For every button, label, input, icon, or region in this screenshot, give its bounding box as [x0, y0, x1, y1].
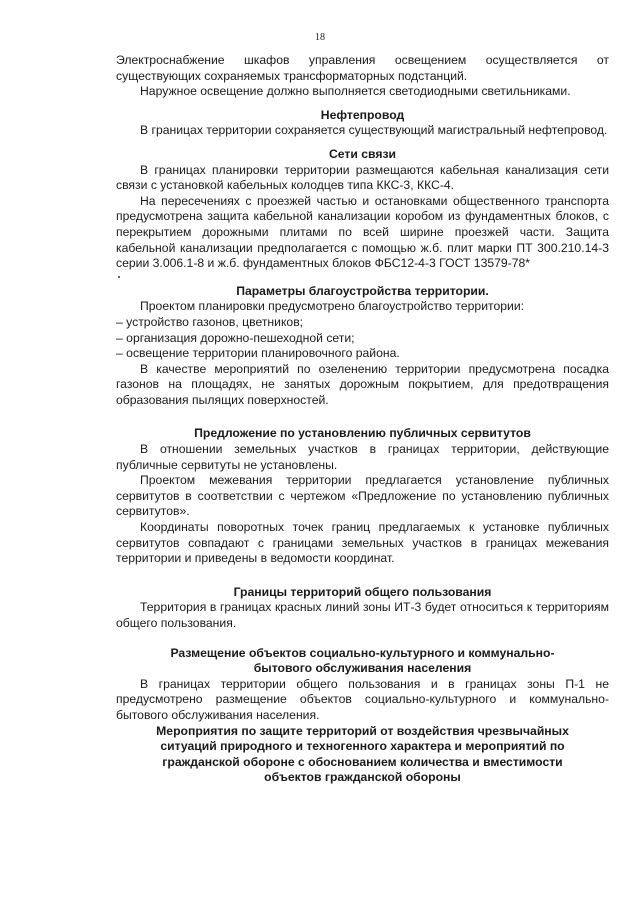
paragraph-power-supply: Электроснабжение шкафов управления освещением осуществляется от существующих сохраняемых трансформаторных подстанций.: [116, 53, 609, 83]
paragraph-improvement-intro: Проектом планировки предусмотрено благоустройство территории:: [140, 299, 525, 314]
paragraph-servitudes-existing: В отношении земельных участков в границах территории, действующие публичные сервитуты не установлены.: [116, 442, 609, 472]
document-body: [116, 53, 609, 786]
paragraph-social-facilities: В границах территории общего пользования и в границах зоны П-1 не предусмотрено размещение объектов социально-культурного и коммунально-бытового обслуживания населения.: [116, 676, 609, 722]
heading-social-facilities-line-2: бытового обслуживания населения: [253, 661, 472, 676]
heading-communication-networks: Сети связи: [328, 146, 397, 161]
heading-emergency-line-1: Мероприятия по защите территорий от воздействия чрезвычайных: [156, 723, 569, 738]
heading-social-facilities-line-1: Размещение объектов социально-культурного и коммунально-: [170, 645, 555, 660]
list-item: – организация дорожно-пешеходной сети;: [116, 330, 355, 345]
page-number: 18: [315, 32, 325, 43]
list-item: – освещение территории планировочного района.: [116, 346, 400, 361]
paragraph-cable-ducts: В границах планировки территории размещаются кабельная канализация сети связи с установкой кабельных колодцев типа ККС-3, ККС-4.: [116, 162, 609, 193]
heading-public-servitudes: Предложение по установлению публичных сервитутов: [194, 426, 531, 441]
improvement-list: [116, 315, 609, 362]
list-item: – устройство газонов, цветников;: [116, 314, 304, 329]
paragraph-servitudes-proposed: Проектом межевания территории предлагается установление публичных сервитутов в соответствии с чертежом «Предложение по установлению публичных сервитутов».: [116, 473, 609, 519]
paragraph-oil-pipeline: В границах территории сохраняется существующий магистральный нефтепровод.: [140, 123, 608, 138]
heading-emergency-line-3: гражданской обороне с обоснованием количества и вместимости: [162, 754, 563, 769]
paragraph-outdoor-lighting: Наружное освещение должно выполняется светодиодными светильниками.: [140, 84, 571, 99]
heading-improvement-parameters: Параметры благоустройства территории.: [236, 283, 489, 298]
paragraph-landscaping: В качестве мероприятий по озеленению территории предусмотрена посадка газонов на площадях, не занятых дорожным покрытием, для предотвращения образования пылящих поверхностей.: [116, 361, 609, 407]
heading-oil-pipeline: Нефтепровод: [320, 107, 405, 122]
heading-emergency-line-2: ситуаций природного и техногенного характера и мероприятий по: [160, 739, 565, 754]
heading-public-use-boundaries: Границы территорий общего пользования: [233, 584, 492, 599]
stray-dot: [116, 272, 609, 284]
paragraph-servitudes-coordinates: Координаты поворотных точек границ предлагаемых к установке публичных сервитутов совпадают с границами земельных участков в границах межевания территории и приведены в ведомости координат.: [116, 520, 609, 566]
heading-emergency-line-4: объектов гражданской обороны: [264, 770, 461, 785]
paragraph-cable-protection: На пересечениях с проезжей частью и остановками общественного транспорта предусмотрена защита кабельной канализации коробом из фундаментных блоков, с перекрытием дорожными плитами по всей ширине проезжей части. Защита кабельной канализации предполагается с помощью ж.б. плит марки ПТ 300.210.14-3 серии 3.006.1-8 и ж.б. фундаментных блоков ФБС12-4-3 ГОСТ 13579-78*: [116, 193, 609, 271]
paragraph-public-use: Территория в границах красных линий зоны ИТ-3 будет относиться к территориям общего пользования.: [116, 600, 609, 630]
